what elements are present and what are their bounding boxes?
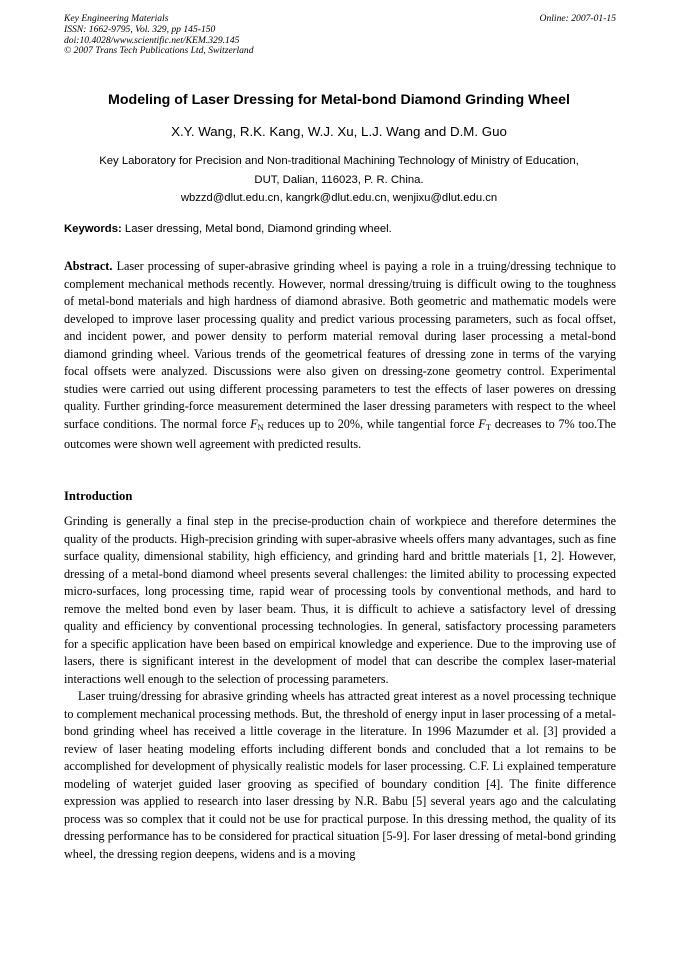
- online-date: Online: 2007-01-15: [539, 13, 616, 24]
- affiliation-line-2: DUT, Dalian, 116023, P. R. China.: [254, 173, 424, 186]
- introduction-paragraph-1: Grinding is generally a final step in the precise-production chain of workpiece and therefore determines the quality of the products. High-precision grinding with super-abrasive wheels offers many advantages, such as fine surface quality, dimensional stability, high efficiency, and grinding hard and brittle materials [1, 2]. However, dressing of a metal-bond diamond wheel presents several challenges: the limited ability to processing expected micro-surfaces, long processing time, rapid wear of processing tools by conventional methods, and hard to remove the melted bond even by laser beam. Thus, it is difficult to achieve a satisfactory level of dressing quality and efficiency by conventional processing technologies. In general, satisfactory processing parameters for a specific application have been based on empirical knowledge and experience. Due to the improving use of lasers, there is significant interest in the development of model that can describe the complex laser-material interactions well enough to the selection of processing parameters.: [64, 514, 616, 686]
- journal-name: Key Engineering Materials: [64, 13, 169, 24]
- paper-title: Modeling of Laser Dressing for Metal-bond Diamond Grinding Wheel: [108, 92, 570, 108]
- issn-line: ISSN: 1662-9795, Vol. 329, pp 145-150: [64, 23, 216, 35]
- doi-line: doi:10.4028/www.scientific.net/KEM.329.145: [64, 34, 240, 46]
- introduction-paragraph-2: Laser truing/dressing for abrasive grinding wheels has attracted great interest as a novel processing technique to complement mechanical processing methods. But, the threshold of energy input in laser processing of a metal-bond grinding wheel has received a little coverage in the literature. In 1996 Mazumder et al. [3] provided a review of laser heating modeling efforts including different bonds and concluded that a lot remains to be accomplished for development of physically realistic models for laser processing. C.F. Li explained temperature modeling of waterjet guided laser grooving as specified of boundary condition [4]. The finite difference expression was applied to research into laser dressing by N.R. Babu [5] several years ago and the calculating process was so complex that it could not be use for practical purpose. In this dressing method, the quality of its dressing performance has to be considered for practical situation [5-9]. For laser dressing of metal-bond grinding wheel, the dressing region deepens, widens and is a moving: [64, 689, 616, 861]
- normal-force-subscript: N: [257, 421, 264, 432]
- journal-header: [64, 14, 616, 57]
- abstract: [64, 258, 616, 454]
- abstract-text-mid: reduces up to 20%, while tangential force: [267, 416, 475, 431]
- normal-force-symbol: F: [250, 416, 258, 431]
- affiliation: [40, 152, 638, 208]
- abstract-label: Abstract.: [64, 259, 113, 273]
- abstract-text-end: decreases to 7% too.The outcomes were shown well agreement with predicted results.: [64, 416, 617, 451]
- keywords-text: Laser dressing, Metal bond, Diamond grinding wheel.: [124, 223, 392, 235]
- keywords-label: Keywords:: [64, 223, 122, 235]
- tangential-force-subscript: T: [485, 421, 491, 432]
- author-emails: wbzzd@dlut.edu.cn, kangrk@dlut.edu.cn, wenjixu@dlut.edu.cn: [180, 192, 498, 204]
- affiliation-line-1: Key Laboratory for Precision and Non-traditional Machining Technology of Ministry of Education,: [99, 155, 579, 167]
- keywords: [64, 222, 616, 236]
- tangential-force-symbol: F: [478, 416, 486, 431]
- author-list: X.Y. Wang, R.K. Kang, W.J. Xu, L.J. Wang and D.M. Guo: [171, 124, 507, 139]
- abstract-text-main: Laser processing of super-abrasive grinding wheel is paying a role in a truing/dressing technique to complement mechanical methods recently. However, normal dressing/truing is difficult owing to the toughness of metal-bond materials and high hardness of diamond abrasive. Both geometric and mathematic models were developed to improve laser processing quality and predict various processing parameters, such as focal offset, and incident power, and power density to perform material removal during laser processing a metal-bond diamond grinding wheel. Various trends of the geometrical features of dressing zone in terms of the varying focal offsets were analyzed. Discussions were also given on dressing-zone geometry control. Experimental studies were carried out using different processing parameters to test the effects of laser poweres on dressing quality. Further grinding-force measurement determined the laser dressing parameters with respect to the wheel surface conditions. The normal force: [64, 259, 617, 431]
- section-heading-introduction: Introduction: [64, 489, 133, 503]
- introduction-body: [64, 513, 616, 863]
- copyright-line: © 2007 Trans Tech Publications Ltd, Switzerland: [64, 45, 254, 57]
